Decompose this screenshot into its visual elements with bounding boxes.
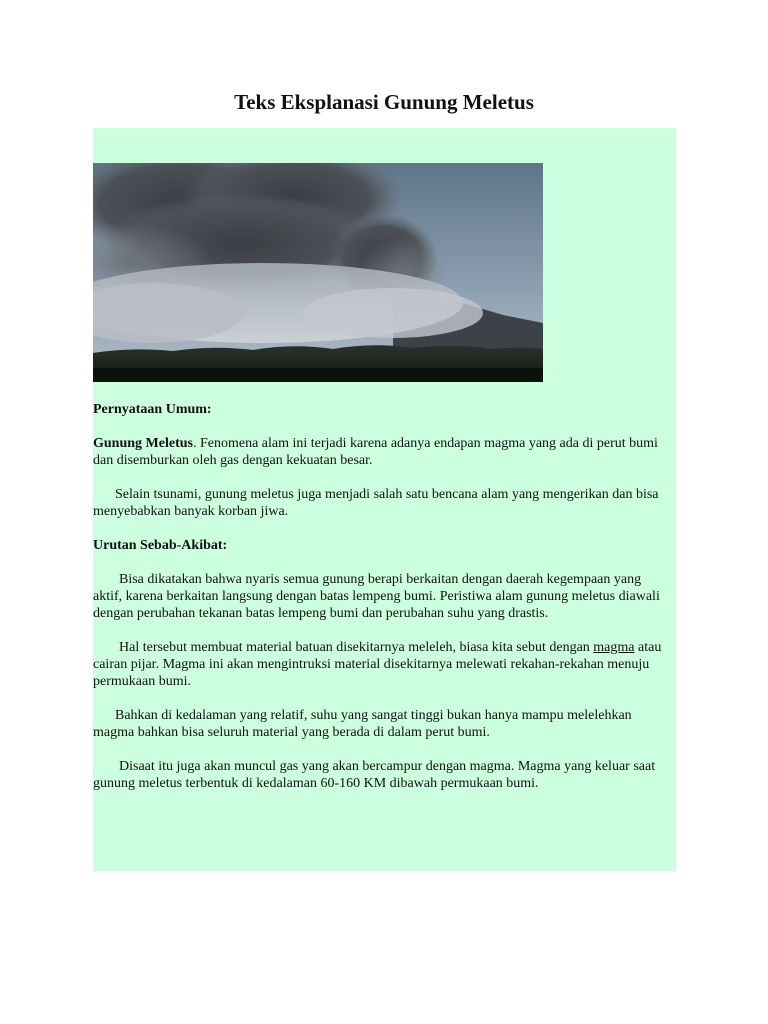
- paragraph-5: Bahkan di kedalaman yang relatif, suhu yang sangat tinggi bukan hanya mampu melelehkan magma bahkan bisa seluruh material yang berada di dalam perut bumi.: [93, 708, 632, 740]
- cause-effect-heading: Urutan Sebab-Akibat:: [93, 538, 228, 553]
- content-box: [93, 128, 676, 871]
- volcano-eruption-photo: [93, 163, 543, 382]
- paragraph-4-start: Hal tersebut membuat material batuan disekitarnya meleleh, biasa kita sebut dengan: [119, 640, 594, 655]
- article-body: [93, 401, 671, 809]
- paragraph-4: [93, 639, 671, 690]
- paragraph-2: Selain tsunami, gunung meletus juga menjadi salah satu bencana alam yang mengerikan dan bisa menyebabkan banyak korban jiwa.: [93, 487, 659, 519]
- paragraph-6: Disaat itu juga akan muncul gas yang akan bercampur dengan magma. Magma yang keluar saat gunung meletus terbentuk di kedalaman 60-160 KM dibawah permukaan bumi.: [93, 759, 656, 791]
- paragraph-4-end: atau cairan pijar. Magma ini akan mengintruksi material disekitarnya melewati rekahan-rekahan menuju permukaan bumi.: [93, 640, 662, 689]
- paragraph-1: [93, 435, 671, 469]
- page-title: Teks Eksplanasi Gunung Meletus: [234, 90, 534, 114]
- paragraph-3: Bisa dikatakan bahwa nyaris semua gunung berapi berkaitan dengan daerah kegempaan yang aktif, karena berkaitan langsung dengan batas lempeng bumi. Peristiwa alam gunung meletus diawali dengan perubahan tekanan batas lempeng bumi dan perubahan suhu yang drastis.: [93, 572, 660, 621]
- magma-link[interactable]: magma: [593, 640, 635, 655]
- term-bold: Gunung Meletus: [93, 436, 193, 451]
- general-statement-heading: Pernyataan Umum:: [93, 402, 212, 417]
- paragraph-1-text: . Fenomena alam ini terjadi karena adanya endapan magma yang ada di perut bumi dan disemburkan oleh gas dengan kekuatan besar.: [93, 436, 658, 468]
